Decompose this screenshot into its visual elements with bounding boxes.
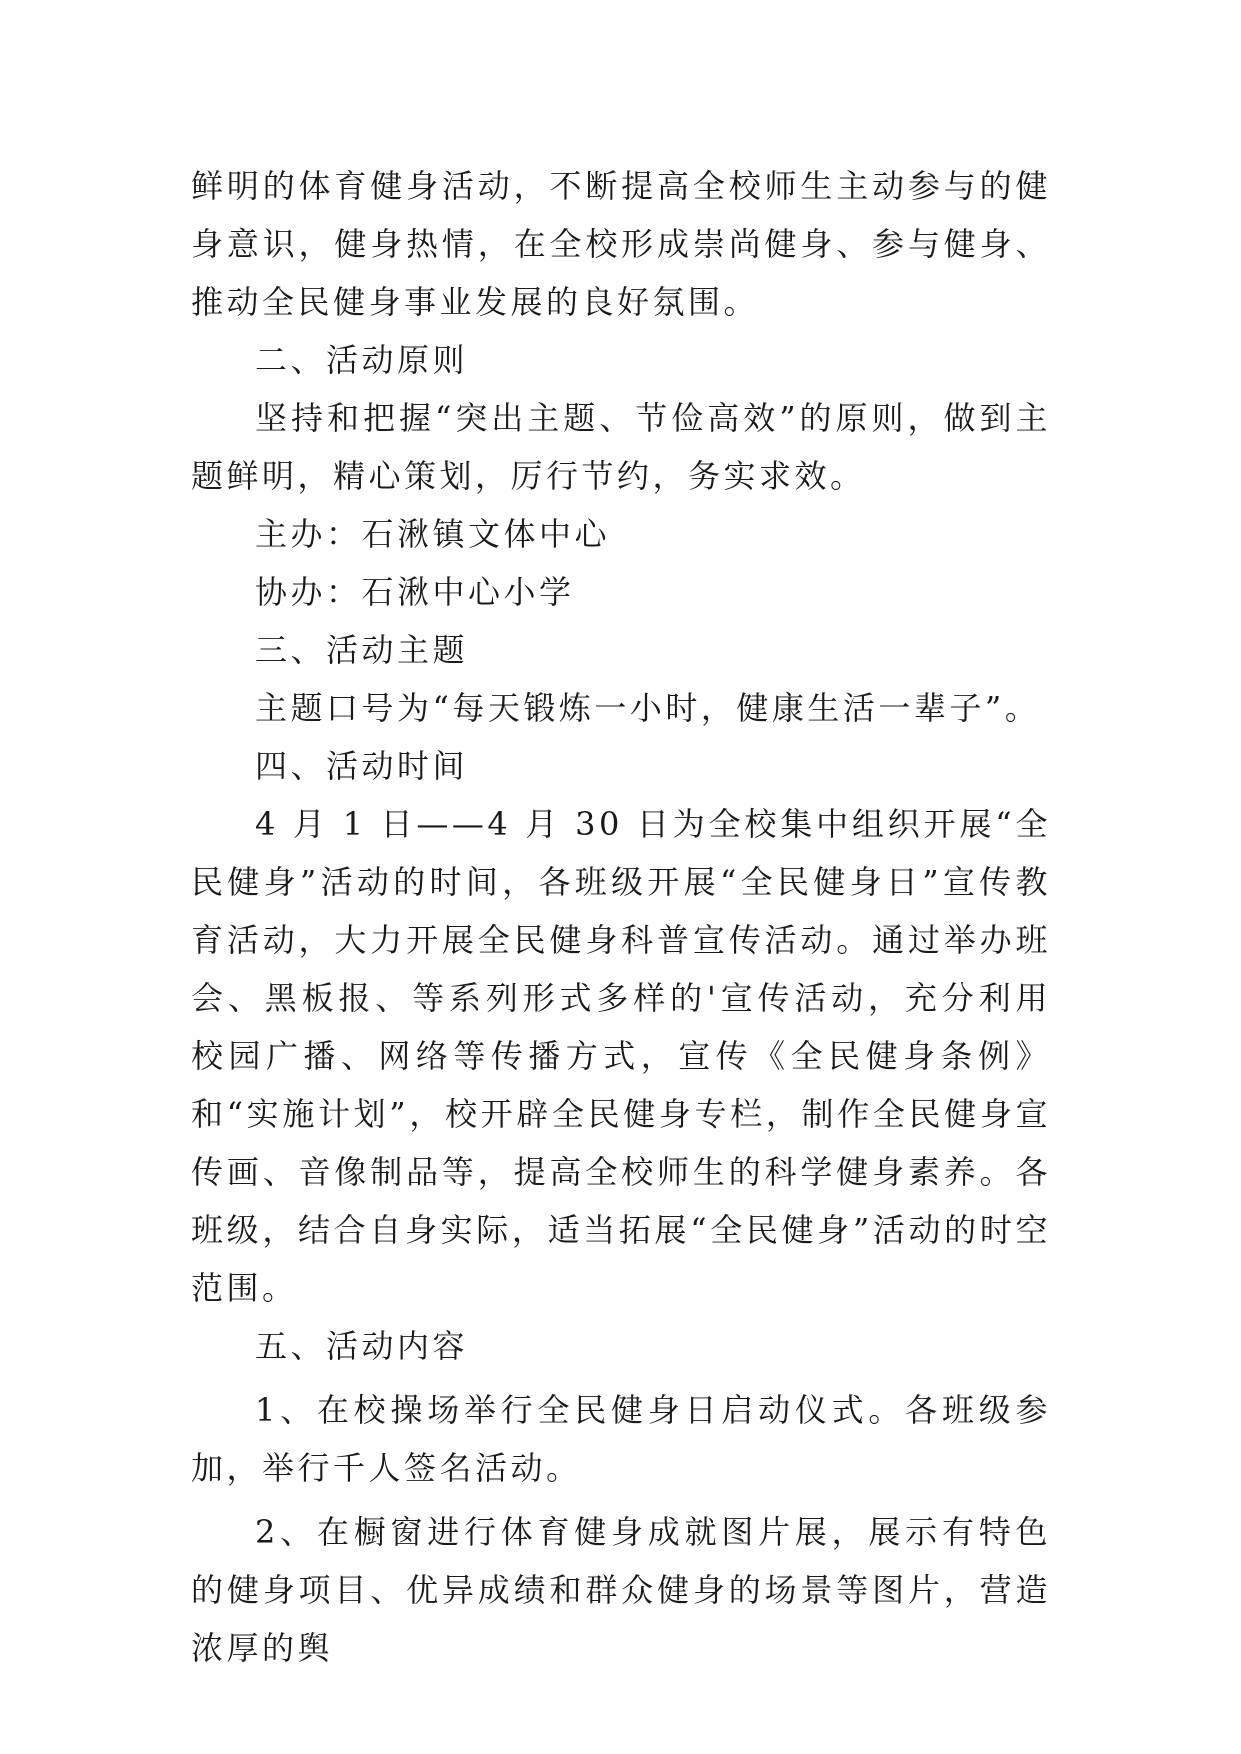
heading-activity-theme: 三、活动主题 bbox=[255, 631, 469, 669]
line-organizer: 主办：石湫镇文体中心 bbox=[255, 515, 611, 553]
heading-activity-time: 四、活动时间 bbox=[255, 747, 469, 785]
heading-activity-content: 五、活动内容 bbox=[255, 1327, 469, 1365]
heading-activity-principles: 二、活动原则 bbox=[255, 341, 469, 379]
paragraph-principles: 坚持和把握“突出主题、节俭高效”的原则，做到主题鲜明，精心策划，厉行节约，务实求效。 bbox=[191, 399, 1051, 495]
list-item-content-1: 1、在校操场举行全民健身日启动仪式。各班级参加，举行千人签名活动。 bbox=[191, 1391, 1051, 1487]
list-item-content-2: 2、在橱窗进行体育健身成就图片展，展示有特色的健身项目、优异成绩和群众健身的场景等图片，营造浓厚的舆 bbox=[191, 1513, 1051, 1667]
line-co-organizer: 协办：石湫中心小学 bbox=[255, 573, 575, 611]
paragraph-theme-slogan: 主题口号为“每天锻炼一小时，健康生活一辈子”。 bbox=[255, 689, 1041, 727]
document-body bbox=[191, 157, 1051, 1677]
paragraph-intro: 鲜明的体育健身活动，不断提高全校师生主动参与的健身意识，健身热情，在全校形成崇尚健身、参与健身、推动全民健身事业发展的良好氛围。 bbox=[191, 167, 1051, 321]
paragraph-activity-time: 4 月 1 日——4 月 30 日为全校集中组织开展“全民健身”活动的时间，各班级开展“全民健身日”宣传教育活动，大力开展全民健身科普宣传活动。通过举办班会、黑板报、等系列形式多样的'宣传活动，充分利用校园广播、网络等传播方式，宣传《全民健身条例》和“实施计划”，校开辟全民健身专栏，制作全民健身宣传画、音像制品等，提高全校师生的科学健身素养。各班级，结合自身实际，适当拓展“全民健身”活动的时空范围。 bbox=[191, 805, 1051, 1307]
